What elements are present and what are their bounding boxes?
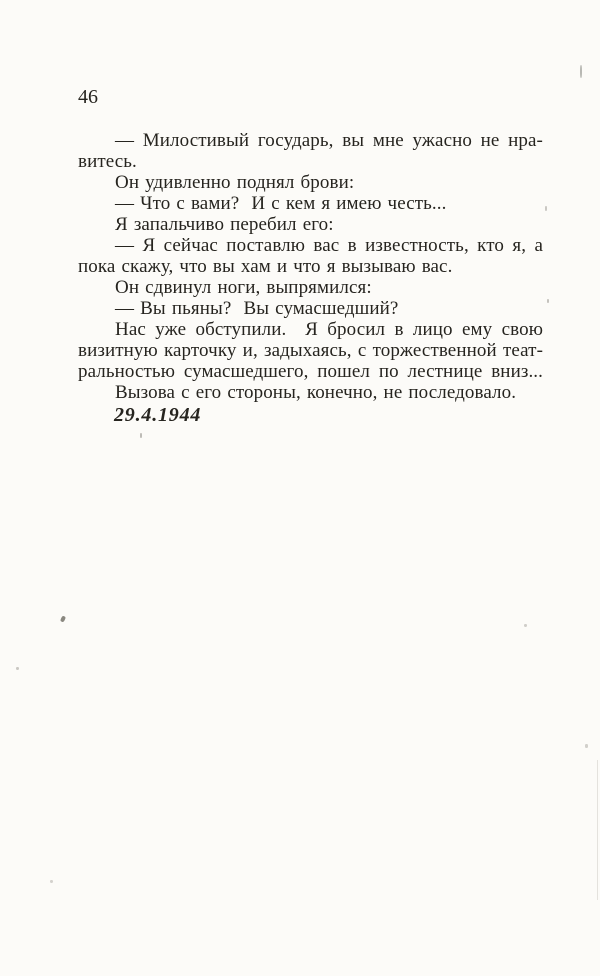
diary-entry-date: 29.4.1944 bbox=[114, 404, 202, 426]
scan-speck bbox=[50, 880, 53, 883]
text-line: витесь. bbox=[78, 151, 137, 172]
scan-speck bbox=[60, 615, 66, 622]
scan-speck bbox=[545, 206, 547, 211]
scan-speck bbox=[524, 624, 527, 627]
text-line: пока скажу, что вы хам и что я вызываю вас. bbox=[78, 256, 453, 277]
text-line: — Что с вами? И с кем я имею честь... bbox=[115, 193, 447, 214]
text-line: Он удивленно поднял брови: bbox=[115, 172, 355, 193]
scan-speck bbox=[547, 299, 549, 303]
text-line: — Милостивый государь, вы мне ужасно не нра- bbox=[115, 130, 543, 151]
scan-speck bbox=[16, 667, 19, 670]
text-line: Вызова с его стороны, конечно, не последовало. bbox=[115, 382, 517, 403]
text-line: Нас уже обступили. Я бросил в лицо ему свою bbox=[115, 319, 543, 340]
text-line: Он сдвинул ноги, выпрямился: bbox=[115, 277, 372, 298]
body-text-block bbox=[78, 130, 543, 403]
text-line: — Я сейчас поставлю вас в известность, кто я, а bbox=[115, 235, 543, 256]
scan-edge-shadow bbox=[597, 760, 598, 900]
scan-speck bbox=[140, 433, 142, 438]
page-number: 46 bbox=[78, 86, 98, 108]
text-line: Я запальчиво перебил его: bbox=[115, 214, 334, 235]
text-line: визитную карточку и, задыхаясь, с торжественной теат- bbox=[78, 340, 543, 361]
scan-speck bbox=[580, 65, 582, 78]
text-line: — Вы пьяны? Вы сумасшедший? bbox=[115, 298, 399, 319]
text-line: ральностью сумасшедшего, пошел по лестнице вниз... bbox=[78, 361, 543, 382]
scan-speck bbox=[585, 744, 588, 748]
